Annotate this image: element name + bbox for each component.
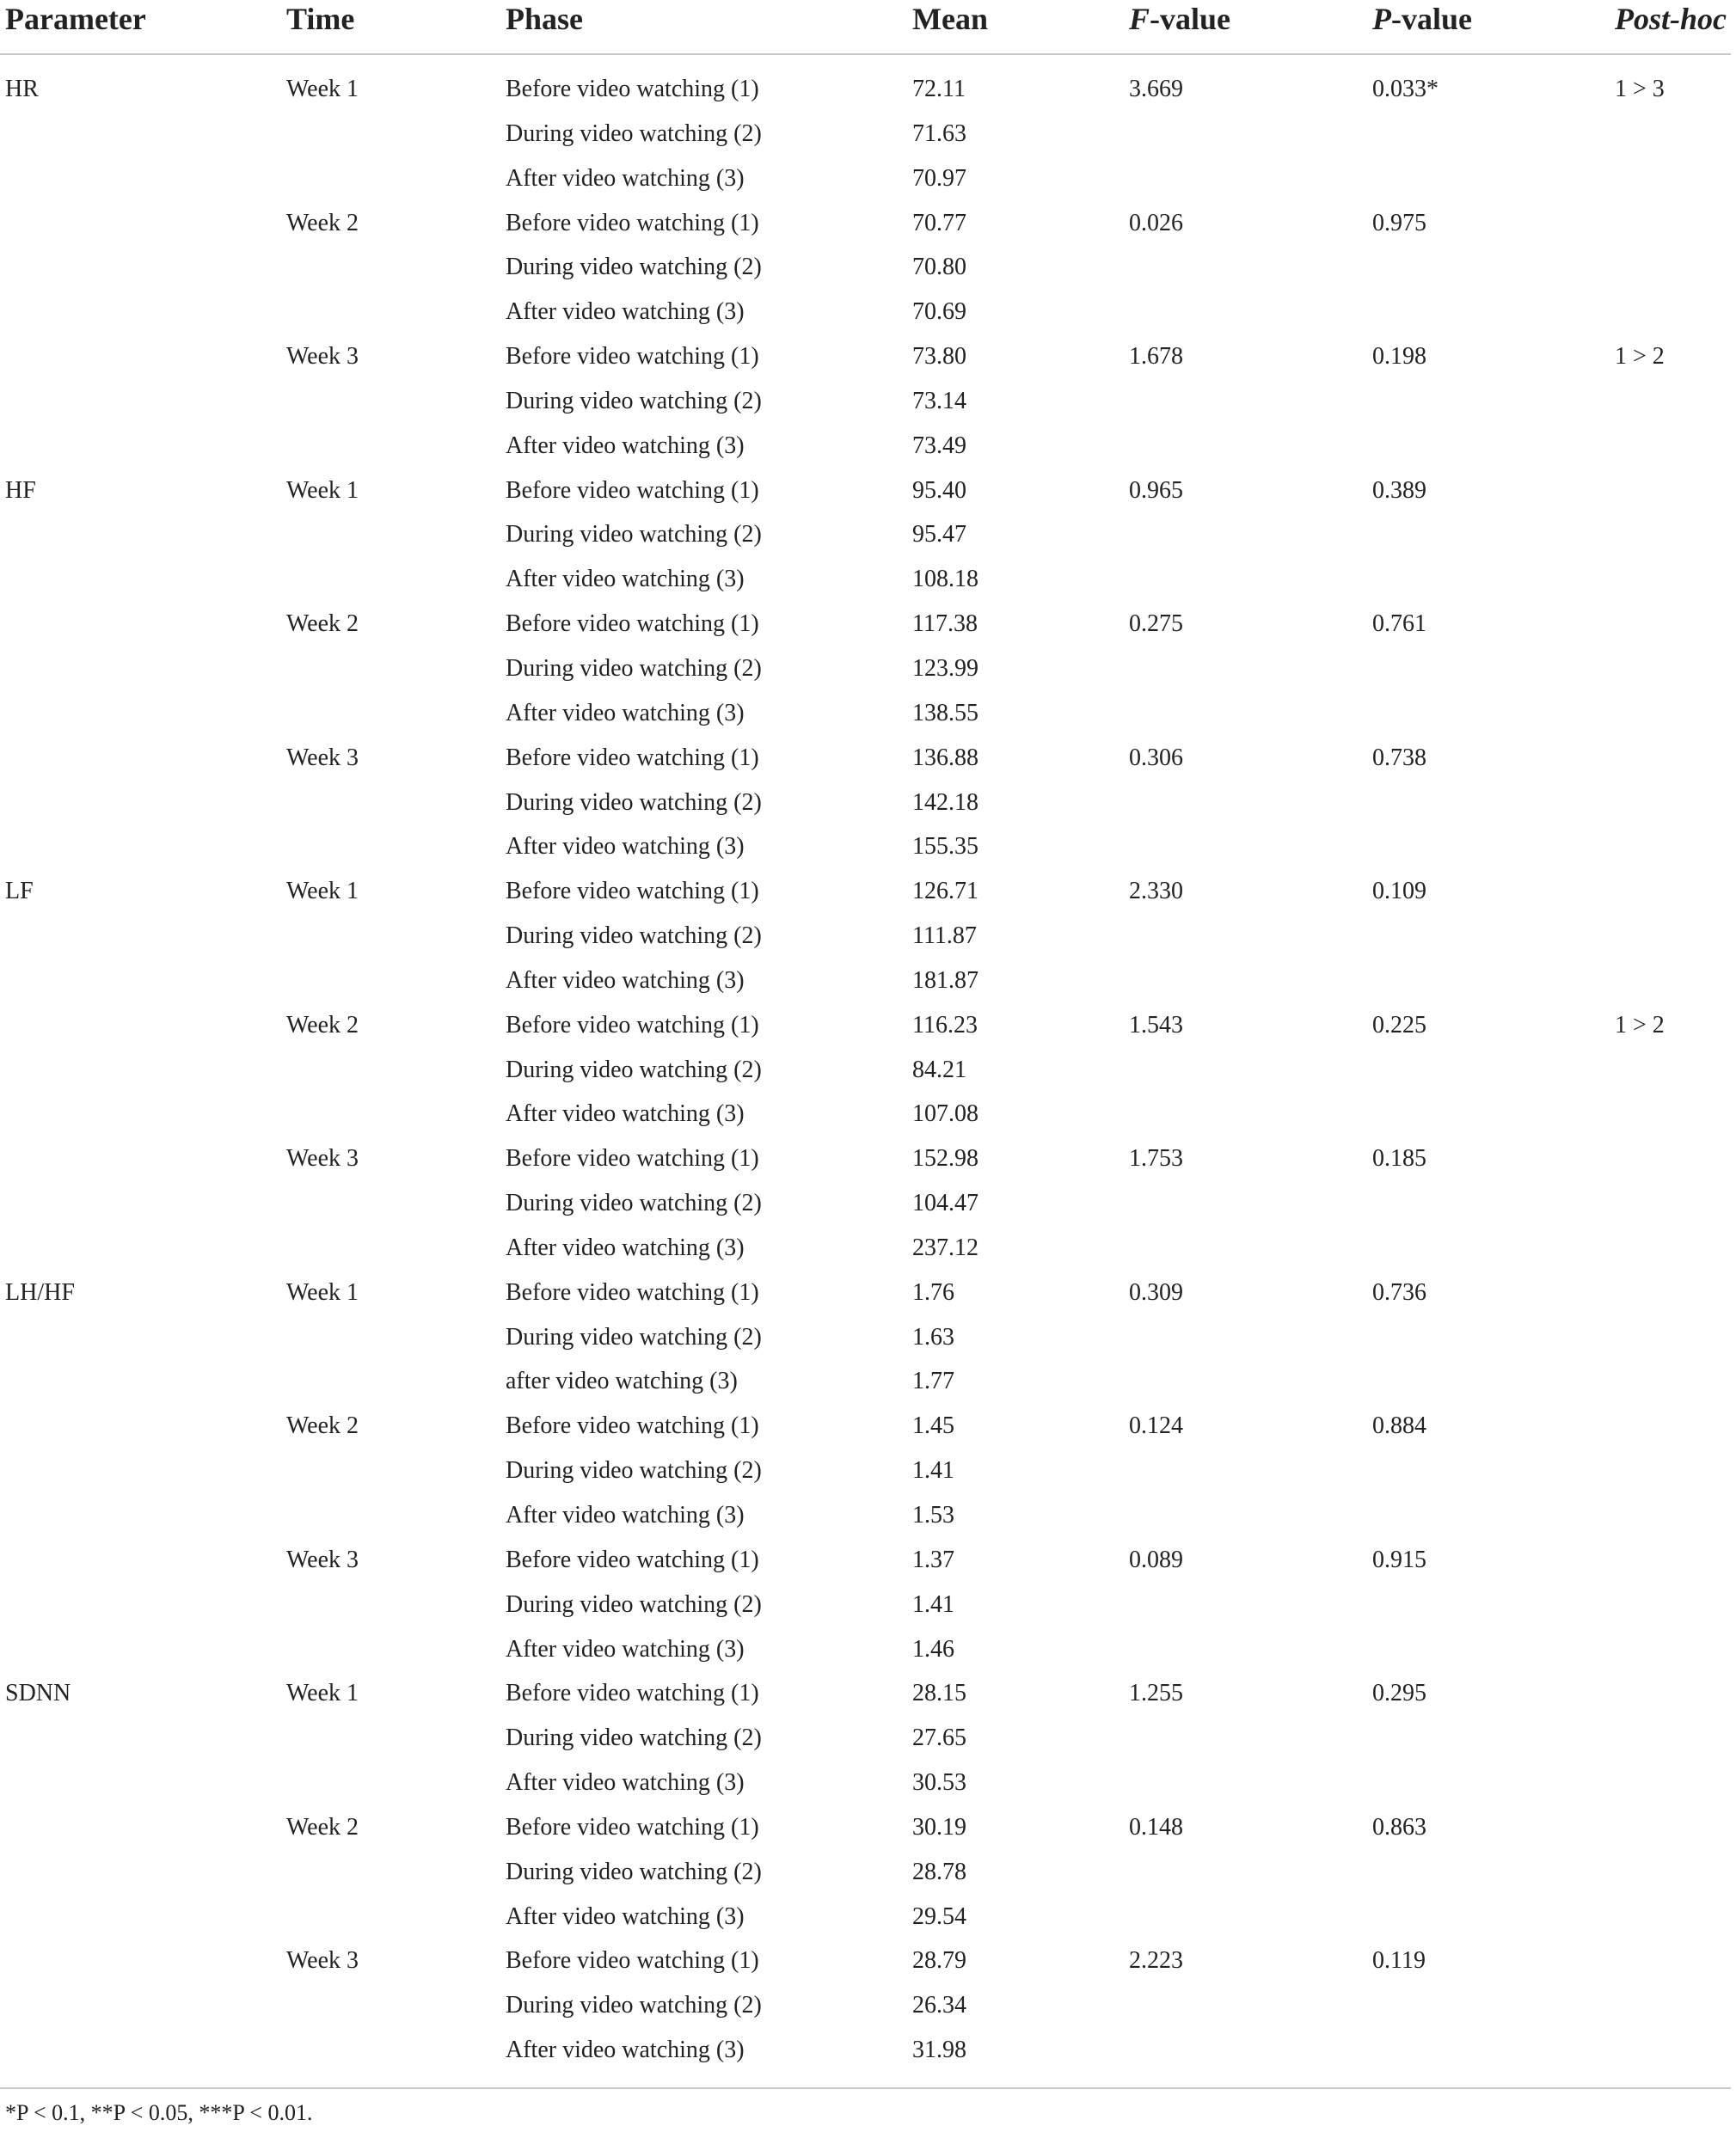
cell-f-value: 0.089 [1129,1546,1183,1573]
cell-p-value: 0.915 [1372,1546,1426,1573]
cell-mean: 155.35 [912,833,978,861]
cell-p-value: 0.884 [1372,1412,1426,1440]
cell-phase: After video watching (3) [506,699,745,726]
cell-phase: During video watching (2) [506,1590,762,1618]
table-row [0,786,1736,830]
table-row [0,1498,1736,1543]
table-row [0,1676,1736,1721]
header-post-hoc-label: Post-hoc [1615,2,1727,36]
cell-mean: 70.80 [912,254,966,281]
table-row [0,1633,1736,1677]
table-body [0,72,1736,2078]
cell-parameter: LF [5,878,34,905]
cell-phase: During video watching (2) [506,1858,762,1885]
cell-phase: During video watching (2) [506,654,762,682]
header-divider [0,53,1731,55]
table-row [0,1097,1736,1142]
cell-f-value: 2.330 [1129,878,1183,905]
cell-phase: During video watching (2) [506,387,762,414]
cell-phase: Before video watching (1) [506,1813,759,1841]
cell-mean: 84.21 [912,1056,966,1083]
cell-p-value: 0.738 [1372,744,1426,771]
header-p-italic: P [1372,2,1391,36]
cell-phase: During video watching (2) [506,1725,762,1752]
cell-mean: 152.98 [912,1145,978,1173]
table-row [0,117,1736,162]
cell-mean: 104.47 [912,1190,978,1217]
cell-mean: 1.76 [912,1278,954,1306]
cell-p-value: 0.119 [1372,1947,1426,1975]
cell-mean: 95.47 [912,521,966,548]
cell-time: Week 1 [286,476,359,504]
cell-p-value: 0.198 [1372,343,1426,371]
cell-mean: 73.80 [912,343,966,371]
cell-p-value: 0.761 [1372,610,1426,638]
cell-phase: During video watching (2) [506,521,762,548]
cell-mean: 237.12 [912,1234,978,1261]
cell-f-value: 0.306 [1129,744,1183,771]
table-row [0,2033,1736,2078]
cell-time: Week 2 [286,610,359,638]
cell-time: Week 1 [286,1278,359,1306]
cell-mean: 1.53 [912,1502,954,1529]
cell-p-value: 0.225 [1372,1011,1426,1038]
table-row [0,72,1736,117]
table-row [0,1988,1736,2033]
table-row [0,919,1736,964]
table-row [0,964,1736,1008]
table-row [0,1900,1736,1945]
cell-mean: 181.87 [912,966,978,994]
header-phase: Phase [506,2,583,36]
cell-phase: During video watching (2) [506,1323,762,1351]
cell-mean: 1.37 [912,1546,954,1573]
cell-phase: Before video watching (1) [506,744,759,771]
cell-phase: After video watching (3) [506,966,745,994]
cell-phase: Before video watching (1) [506,1412,759,1440]
cell-mean: 30.53 [912,1769,966,1797]
header-p-value [1372,0,1472,38]
cell-phase: Before video watching (1) [506,343,759,371]
cell-parameter: SDNN [5,1680,71,1707]
cell-mean: 111.87 [912,922,977,950]
table-row [0,206,1736,251]
cell-mean: 1.63 [912,1323,954,1351]
table-row [0,1944,1736,1988]
cell-phase: During video watching (2) [506,1457,762,1485]
cell-time: Week 1 [286,1680,359,1707]
cell-phase: During video watching (2) [506,1992,762,2019]
cell-phase: After video watching (3) [506,1635,745,1663]
table-row [0,429,1736,474]
cell-mean: 27.65 [912,1725,966,1752]
cell-mean: 123.99 [912,654,978,682]
cell-mean: 70.97 [912,164,966,192]
cell-mean: 31.98 [912,2037,966,2064]
header-f-value [1129,0,1230,38]
cell-phase: After video watching (3) [506,1100,745,1128]
table-row [0,1766,1736,1810]
cell-mean: 136.88 [912,744,978,771]
cell-phase: Before video watching (1) [506,610,759,638]
cell-mean: 26.34 [912,1992,966,2019]
table-row [0,1721,1736,1766]
table-row [0,741,1736,786]
cell-phase: Before video watching (1) [506,1546,759,1573]
cell-phase: Before video watching (1) [506,209,759,236]
cell-f-value: 0.026 [1129,209,1183,236]
cell-f-value: 0.275 [1129,610,1183,638]
header-parameter: Parameter [5,2,146,36]
cell-time: Week 3 [286,343,359,371]
cell-mean: 70.69 [912,298,966,326]
cell-p-value: 0.975 [1372,209,1426,236]
cell-f-value: 0.965 [1129,476,1183,504]
cell-post-hoc: 1 > 2 [1615,1011,1665,1038]
cell-mean: 1.46 [912,1635,954,1663]
table-row [0,1454,1736,1498]
table-row [0,1364,1736,1409]
table-header [0,0,1736,53]
cell-time: Week 2 [286,1813,359,1841]
cell-p-value: 0.736 [1372,1278,1426,1306]
cell-phase: Before video watching (1) [506,1011,759,1038]
cell-phase: After video watching (3) [506,1902,745,1930]
cell-f-value: 1.678 [1129,343,1183,371]
table-row [0,1543,1736,1588]
table-row [0,830,1736,874]
cell-phase: After video watching (3) [506,298,745,326]
cell-mean: 29.54 [912,1902,966,1930]
header-f-rest: -value [1150,2,1231,36]
cell-post-hoc: 1 > 3 [1615,76,1665,102]
cell-mean: 28.15 [912,1680,966,1707]
table-row [0,1320,1736,1365]
table-row [0,1409,1736,1454]
cell-phase: After video watching (3) [506,1769,745,1797]
cell-f-value: 0.309 [1129,1278,1183,1306]
table-row [0,652,1736,696]
table-row [0,162,1736,206]
header-mean: Mean [912,2,988,36]
header-post-hoc [1615,0,1727,38]
cell-phase: after video watching (3) [506,1368,738,1395]
cell-phase: During video watching (2) [506,1190,762,1217]
cell-mean: 116.23 [912,1011,978,1038]
cell-mean: 1.45 [912,1412,954,1440]
table-row [0,1588,1736,1633]
table-row [0,1142,1736,1186]
cell-f-value: 1.753 [1129,1145,1183,1173]
cell-parameter: HF [5,476,36,504]
cell-mean: 28.79 [912,1947,966,1975]
table-row [0,474,1736,518]
cell-mean: 107.08 [912,1100,978,1128]
table-row [0,295,1736,340]
cell-parameter: LH/HF [5,1278,75,1306]
table-row [0,562,1736,607]
cell-phase: After video watching (3) [506,833,745,861]
cell-mean: 1.77 [912,1368,954,1395]
cell-phase: Before video watching (1) [506,1680,759,1707]
cell-phase: After video watching (3) [506,432,745,459]
table-bottom-rule [0,2087,1731,2089]
cell-phase: Before video watching (1) [506,1947,759,1975]
cell-f-value: 3.669 [1129,76,1183,102]
cell-time: Week 3 [286,1145,359,1173]
table-row [0,696,1736,741]
cell-f-value: 2.223 [1129,1947,1183,1975]
cell-f-value: 0.148 [1129,1813,1183,1841]
table-row [0,250,1736,295]
cell-time: Week 3 [286,1947,359,1975]
cell-phase: During video watching (2) [506,119,762,147]
table-footnote: *P < 0.1, **P < 0.05, ***P < 0.01. [5,2100,313,2125]
cell-mean: 70.77 [912,209,966,236]
cell-mean: 72.11 [912,76,966,102]
cell-mean: 30.19 [912,1813,966,1841]
header-f-italic: F [1129,2,1150,36]
cell-mean: 138.55 [912,699,978,726]
cell-phase: After video watching (3) [506,1234,745,1261]
cell-p-value: 0.033* [1372,76,1438,102]
table-row [0,518,1736,562]
cell-f-value: 0.124 [1129,1412,1183,1440]
cell-time: Week 3 [286,744,359,771]
cell-phase: After video watching (3) [506,2037,745,2064]
cell-mean: 108.18 [912,566,978,593]
cell-mean: 126.71 [912,878,978,905]
table-row [0,1810,1736,1855]
cell-time: Week 1 [286,878,359,905]
cell-mean: 1.41 [912,1457,954,1485]
cell-phase: After video watching (3) [506,566,745,593]
cell-parameter: HR [5,76,39,102]
cell-phase: During video watching (2) [506,1056,762,1083]
cell-mean: 73.49 [912,432,966,459]
cell-phase: During video watching (2) [506,922,762,950]
table-row [0,384,1736,429]
table-row [0,1186,1736,1231]
cell-mean: 28.78 [912,1858,966,1885]
table-row [0,607,1736,652]
table-row [0,1276,1736,1320]
cell-phase: After video watching (3) [506,164,745,192]
cell-post-hoc: 1 > 2 [1615,343,1665,371]
table-row [0,340,1736,384]
cell-p-value: 0.295 [1372,1680,1426,1707]
cell-mean: 117.38 [912,610,978,638]
cell-f-value: 1.543 [1129,1011,1183,1038]
cell-time: Week 1 [286,76,359,102]
table-row [0,1231,1736,1276]
cell-p-value: 0.185 [1372,1145,1426,1173]
cell-time: Week 3 [286,1546,359,1573]
cell-p-value: 0.863 [1372,1813,1426,1841]
cell-mean: 1.41 [912,1590,954,1618]
cell-mean: 73.14 [912,387,966,414]
cell-phase: During video watching (2) [506,788,762,816]
cell-phase: Before video watching (1) [506,878,759,905]
header-p-rest: -value [1391,2,1472,36]
cell-time: Week 2 [286,1011,359,1038]
header-time: Time [286,2,355,36]
cell-phase: Before video watching (1) [506,1145,759,1173]
cell-phase: During video watching (2) [506,254,762,281]
cell-mean: 71.63 [912,119,966,147]
cell-phase: After video watching (3) [506,1502,745,1529]
cell-time: Week 2 [286,209,359,236]
cell-mean: 142.18 [912,788,978,816]
table-row [0,1008,1736,1053]
cell-phase: Before video watching (1) [506,1278,759,1306]
table-row [0,874,1736,919]
table-row [0,1855,1736,1900]
cell-p-value: 0.109 [1372,878,1426,905]
table-row [0,1053,1736,1098]
cell-mean: 95.40 [912,476,966,504]
cell-p-value: 0.389 [1372,476,1426,504]
cell-phase: Before video watching (1) [506,76,759,102]
cell-phase: Before video watching (1) [506,476,759,504]
cell-time: Week 2 [286,1412,359,1440]
cell-f-value: 1.255 [1129,1680,1183,1707]
